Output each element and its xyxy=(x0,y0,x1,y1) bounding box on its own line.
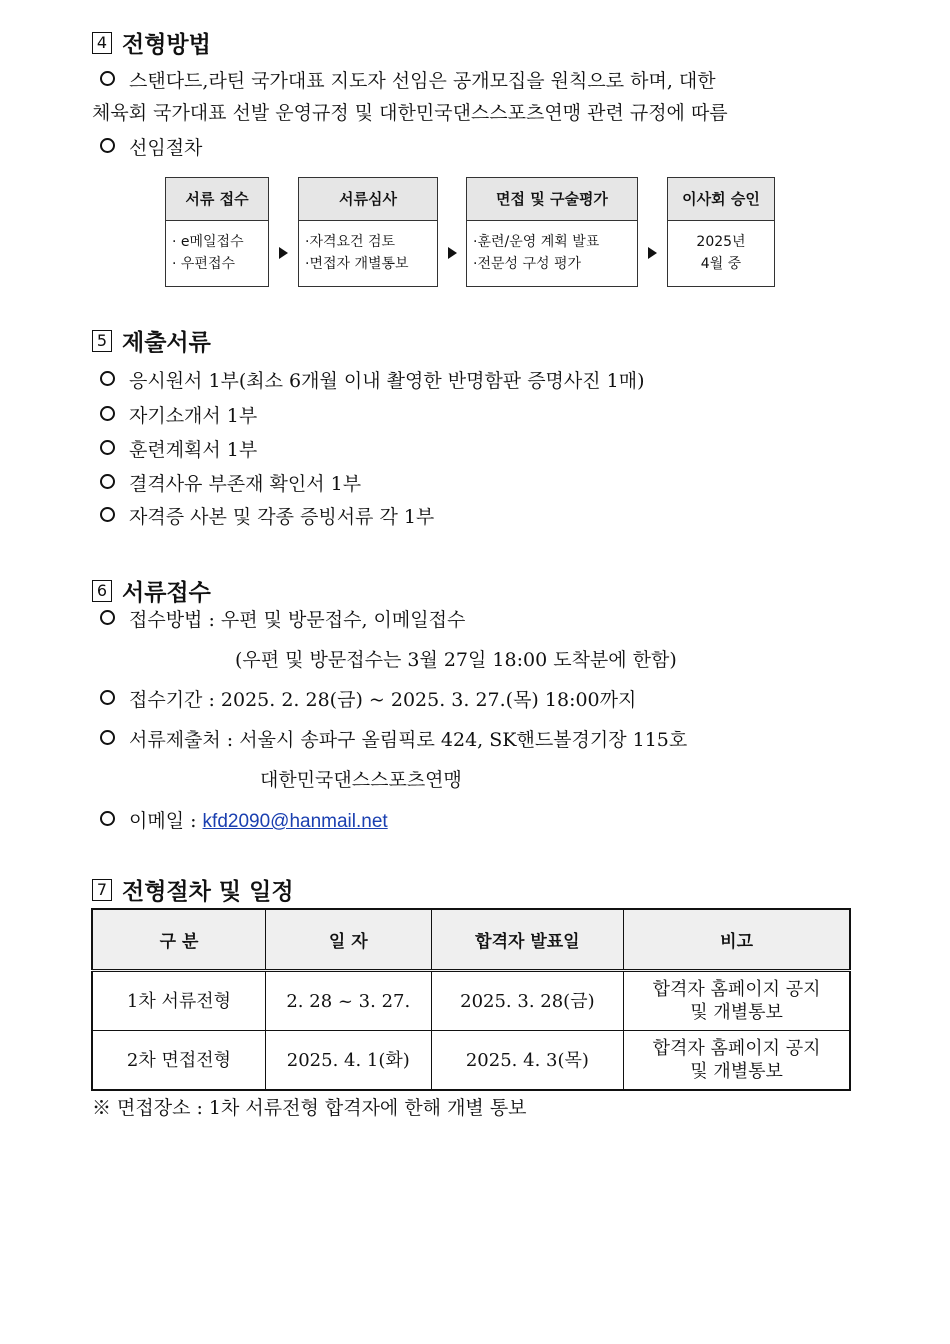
circle-bullet-icon xyxy=(100,440,115,455)
submission-address: 서류제출처 : 서울시 송파구 올림픽로 424, SK핸드볼경기장 115호 xyxy=(100,725,687,752)
section-4-heading xyxy=(92,26,211,59)
section-title: 전형방법 xyxy=(122,32,211,58)
section-title: 제출서류 xyxy=(122,330,211,356)
method-line-1: 스탠다드,라틴 국가대표 지도자 선임은 공개모집을 원칙으로 하며, 대한 xyxy=(100,66,716,93)
arrow-right-icon xyxy=(648,247,657,259)
method-line-2: 체육회 국가대표 선발 운영규정 및 대한민국댄스스포츠연맹 관련 규정에 따름 xyxy=(92,102,728,124)
note-cell: 합격자 홈페이지 공지 및 개별통보 xyxy=(624,971,850,1031)
arrow-right-icon xyxy=(279,247,288,259)
column-header: 비고 xyxy=(624,909,850,971)
section-number: 4 xyxy=(92,32,112,54)
circle-bullet-icon xyxy=(100,406,115,421)
note-cell: 합격자 홈페이지 공지 및 개별통보 xyxy=(624,1031,850,1091)
table-row xyxy=(92,971,850,1031)
circle-bullet-icon xyxy=(100,474,115,489)
submission-organization: 대한민국댄스스포츠연맹 xyxy=(260,769,462,791)
table-header-row xyxy=(92,909,850,971)
circle-bullet-icon xyxy=(100,371,115,386)
document-item: 훈련계획서 1부 xyxy=(100,435,257,462)
email-link[interactable]: kfd2090@hanmail.net xyxy=(202,811,388,832)
circle-bullet-icon xyxy=(100,730,115,745)
section-6-heading xyxy=(92,574,211,607)
circle-bullet-icon xyxy=(100,811,115,826)
table-row xyxy=(92,1031,850,1091)
procedure-label: 선임절차 xyxy=(100,133,202,160)
flow-step-interview xyxy=(466,177,638,287)
announce-cell: 2025. 4. 3(목) xyxy=(431,1031,624,1091)
document-item: 응시원서 1부(최소 6개월 이내 촬영한 반명함판 증명사진 1매) xyxy=(100,366,645,393)
receipt-period: 접수기간 : 2025. 2. 28(금) ~ 2025. 3. 27.(목) 18:00까지 xyxy=(100,685,636,712)
section-number: 7 xyxy=(92,879,112,901)
column-header: 구 분 xyxy=(92,909,265,971)
section-number: 6 xyxy=(92,580,112,602)
flow-step-body: ·훈련/운영 계획 발표 ·전문성 구성 평가 xyxy=(473,234,600,272)
flow-step-body: ·자격요건 검토 ·면접자 개별통보 xyxy=(305,234,409,272)
column-header: 일 자 xyxy=(265,909,431,971)
circle-bullet-icon xyxy=(100,71,115,86)
circle-bullet-icon xyxy=(100,610,115,625)
flow-step-body: · e메일접수 · 우편접수 xyxy=(172,234,244,272)
schedule-table xyxy=(91,908,851,1091)
circle-bullet-icon xyxy=(100,690,115,705)
circle-bullet-icon xyxy=(100,507,115,522)
flow-step-document-review xyxy=(298,177,438,287)
flow-step-body: 2025년 4월 중 xyxy=(696,234,746,272)
section-number: 5 xyxy=(92,330,112,352)
section-7-heading xyxy=(92,873,294,906)
announce-cell: 2025. 3. 28(금) xyxy=(431,971,624,1031)
flow-step-title: 면접 및 구술평가 xyxy=(467,178,637,221)
stage-cell: 2차 면접전형 xyxy=(92,1031,265,1091)
column-header: 합격자 발표일 xyxy=(431,909,624,971)
section-title: 전형절차 및 일정 xyxy=(122,879,294,905)
section-title: 서류접수 xyxy=(122,580,211,606)
arrow-right-icon xyxy=(448,247,457,259)
circle-bullet-icon xyxy=(100,138,115,153)
stage-cell: 1차 서류전형 xyxy=(92,971,265,1031)
document-item: 결격사유 부존재 확인서 1부 xyxy=(100,469,361,496)
interview-location-note: ※ 면접장소 : 1차 서류전형 합격자에 한해 개별 통보 xyxy=(92,1097,527,1119)
receipt-method-note: (우편 및 방문접수는 3월 27일 18:00 도착분에 한함) xyxy=(235,649,677,671)
date-cell: 2025. 4. 1(화) xyxy=(265,1031,431,1091)
section-5-heading xyxy=(92,324,211,357)
document-item: 자격증 사본 및 각종 증빙서류 각 1부 xyxy=(100,502,434,529)
flow-step-title: 서류심사 xyxy=(299,178,437,221)
receipt-method: 접수방법 : 우편 및 방문접수, 이메일접수 xyxy=(100,605,465,632)
flow-step-document-receipt xyxy=(165,177,269,287)
email-line: 이메일 : kfd2090@hanmail.net xyxy=(100,806,388,833)
date-cell: 2. 28 ~ 3. 27. xyxy=(265,971,431,1031)
document-item: 자기소개서 1부 xyxy=(100,401,257,428)
flow-step-board-approval xyxy=(667,177,775,287)
flow-step-title: 서류 접수 xyxy=(166,178,268,221)
flow-step-title: 이사회 승인 xyxy=(668,178,774,221)
